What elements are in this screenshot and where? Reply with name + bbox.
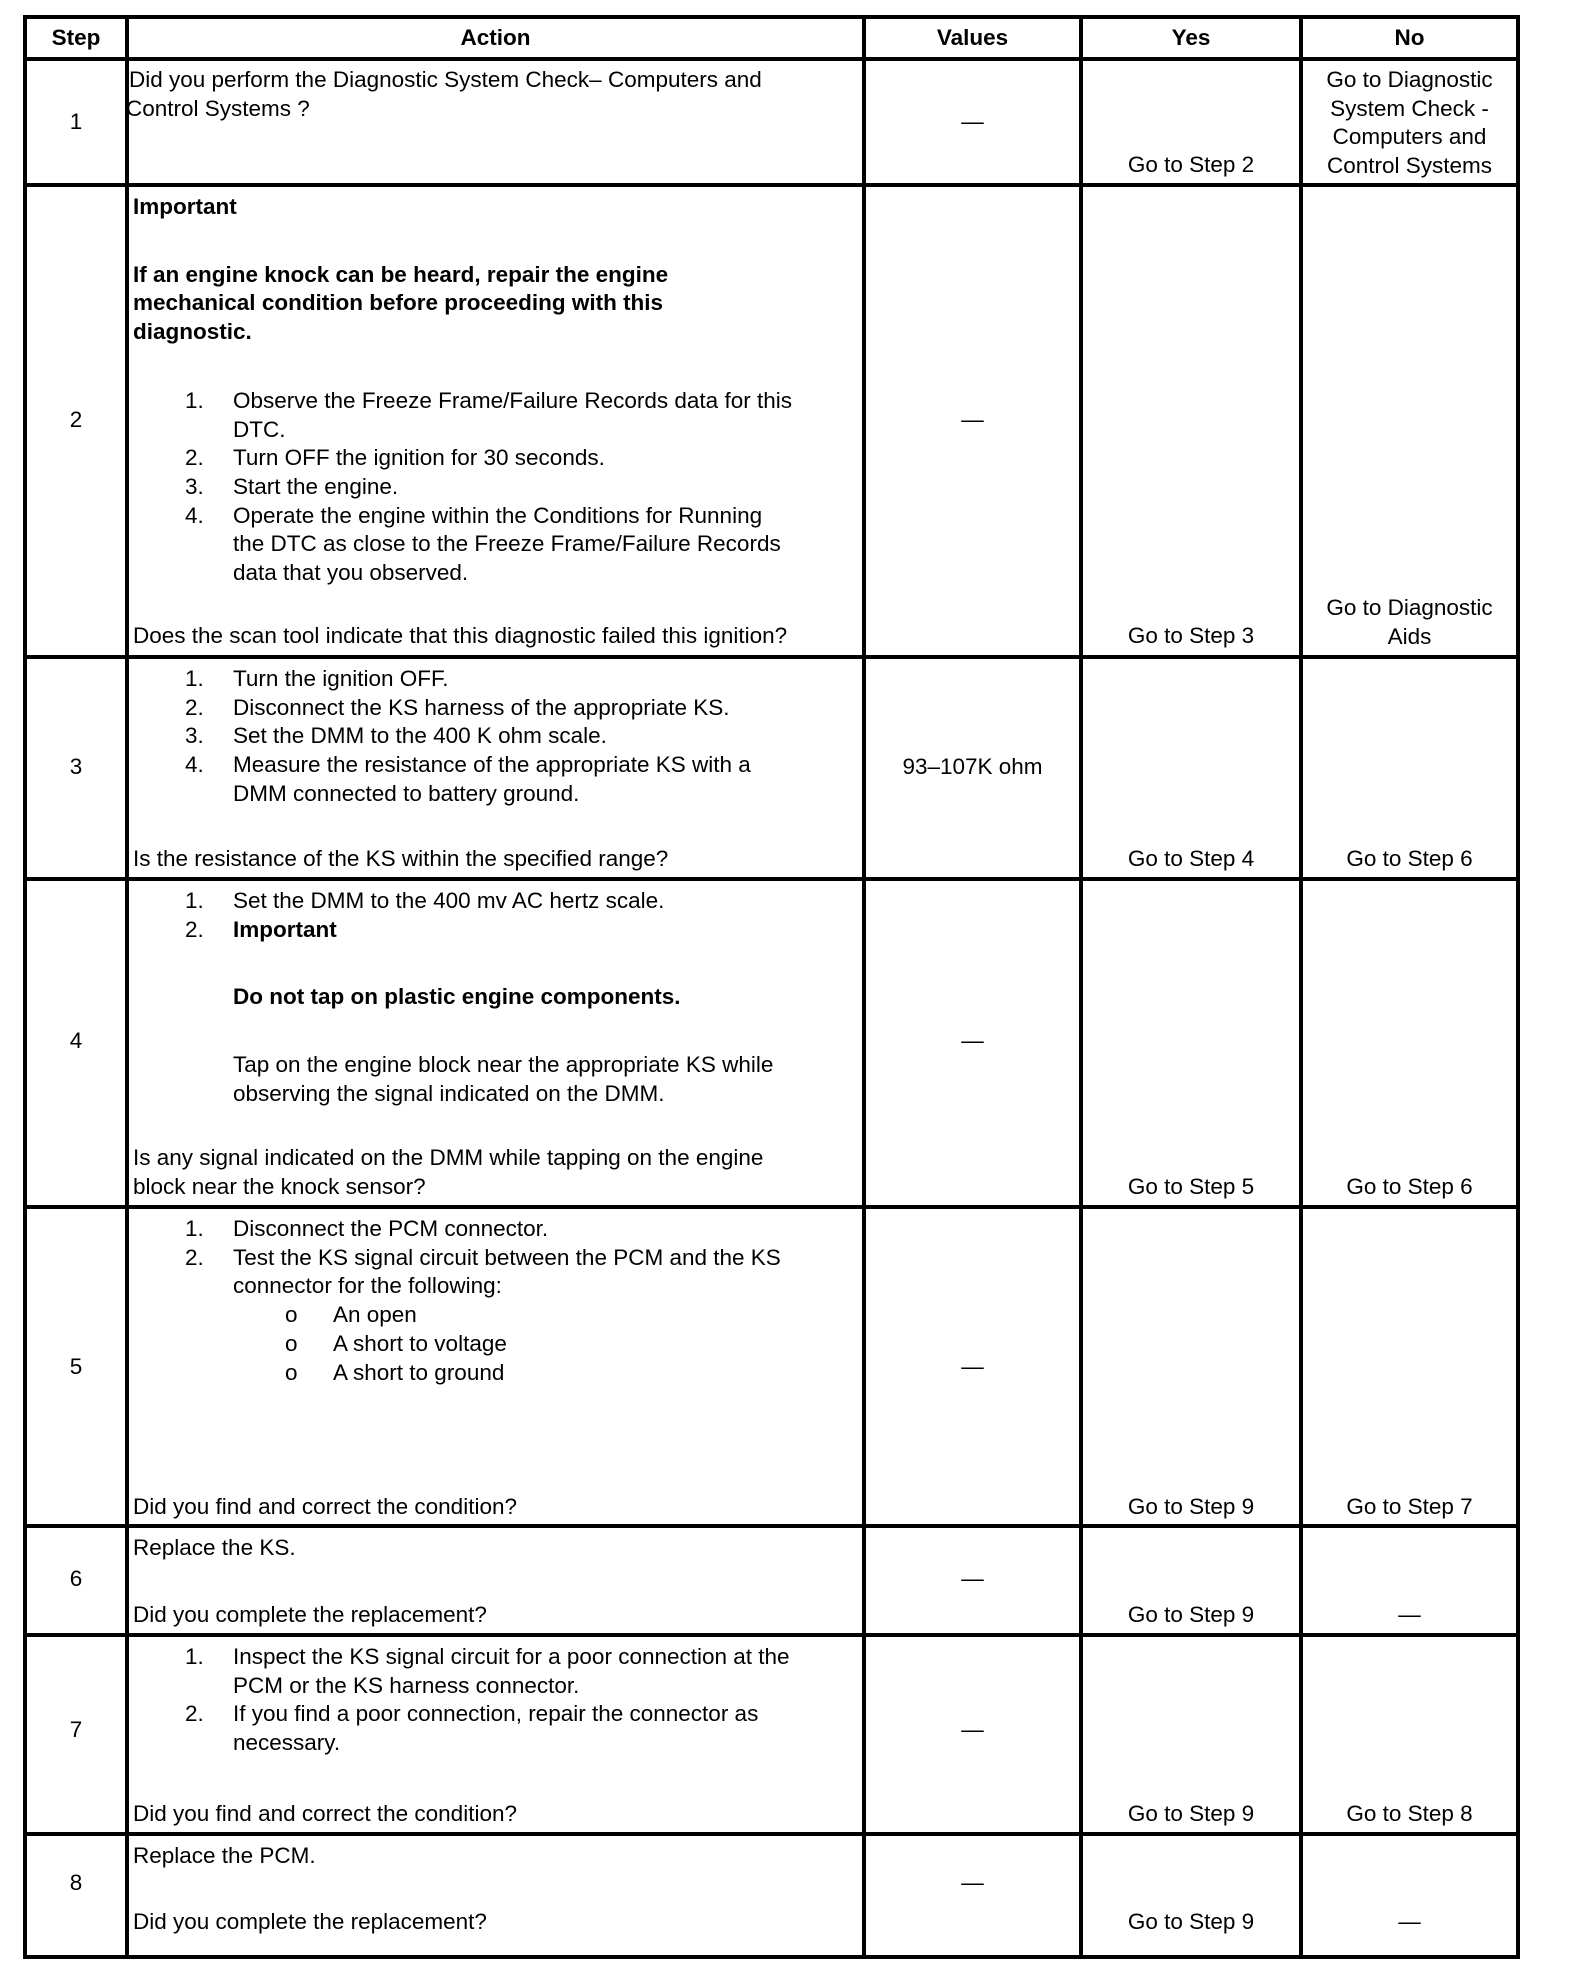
header-step: Step <box>51 25 101 50</box>
list-item <box>133 1215 862 1244</box>
item-line: Turn the ignition OFF. <box>233 666 449 691</box>
item-line: data that you observed. <box>233 560 469 586</box>
item-number: 4. <box>185 502 204 528</box>
no-cell <box>1303 66 1516 181</box>
row-divider <box>27 1205 1516 1209</box>
important-text: Do not tap on plastic engine components. <box>233 984 681 1010</box>
list-item <box>133 1301 862 1330</box>
values-cell: — <box>961 1028 984 1053</box>
action-cell <box>133 193 862 588</box>
list-item <box>133 1330 862 1359</box>
item-line: connector for the following: <box>233 1273 502 1299</box>
item-line: DTC. <box>233 416 286 442</box>
question-line: block near the knock sensor? <box>133 1173 426 1199</box>
yes-cell: Go to Step 9 <box>1127 1909 1255 1934</box>
column-divider <box>1079 19 1083 1955</box>
no-line: Go to Diagnostic <box>1326 595 1493 620</box>
no-cell: — <box>1398 1909 1421 1934</box>
header-no: No <box>1394 25 1425 50</box>
bullet: o <box>285 1330 298 1356</box>
list-item <box>133 387 862 444</box>
action-text: Control Systems ? <box>126 95 310 121</box>
list-item <box>133 887 862 916</box>
item-line: necessary. <box>233 1730 341 1756</box>
question-text: Did you complete the replacement? <box>133 1602 487 1627</box>
item-number: 3. <box>185 723 204 749</box>
no-cell: Go to Step 6 <box>1346 1174 1473 1199</box>
item-line: Disconnect the PCM connector. <box>233 1216 549 1241</box>
list-item <box>133 722 862 751</box>
values-cell: — <box>961 1870 984 1895</box>
action-text: Replace the KS. <box>133 1535 296 1560</box>
item-line: Set the DMM to the 400 K ohm scale. <box>233 723 607 749</box>
important-title: Important <box>233 916 337 942</box>
item-number: 1. <box>185 1216 204 1241</box>
procedure-list <box>133 1215 862 1301</box>
item-number: 2. <box>185 694 204 720</box>
step-number: 6 <box>69 1566 83 1591</box>
list-item <box>133 694 862 723</box>
item-line: A short to voltage <box>333 1330 507 1356</box>
no-line: Go to Diagnostic <box>1326 67 1493 92</box>
question-text: Did you complete the replacement? <box>133 1909 487 1934</box>
important-title: Important <box>133 194 237 219</box>
question-line: Is any signal indicated on the DMM while tapping on the engine <box>133 1145 764 1170</box>
column-divider <box>125 19 129 1955</box>
item-line: Set the DMM to the 400 mv AC hertz scale. <box>233 888 665 913</box>
item-number: 1. <box>185 1644 204 1669</box>
procedure-list <box>133 887 862 1109</box>
bullet: o <box>285 1302 298 1328</box>
important-line: If an engine knock can be heard, repair the engine <box>133 261 669 287</box>
list-item <box>133 1643 862 1700</box>
item-number: 1. <box>185 666 204 691</box>
item-line: Test the KS signal circuit between the PCM and the KS <box>233 1244 781 1270</box>
action-cell <box>133 1215 862 1387</box>
column-divider <box>1299 19 1303 1955</box>
action-cell <box>133 887 862 1109</box>
important-line: diagnostic. <box>133 319 252 345</box>
item-number: 2. <box>185 1701 204 1727</box>
item-number: 2. <box>185 916 204 942</box>
no-line: Aids <box>1387 623 1432 649</box>
yes-cell: Go to Step 4 <box>1127 846 1255 871</box>
item-line: DMM connected to battery ground. <box>233 780 580 806</box>
values-cell: — <box>961 109 984 134</box>
row-divider <box>27 1832 1516 1836</box>
list-item <box>133 665 862 694</box>
procedure-list <box>133 387 862 588</box>
header-values: Values <box>936 25 1009 50</box>
item-number: 2. <box>185 1244 204 1270</box>
no-cell: — <box>1398 1602 1421 1627</box>
item-line: An open <box>333 1302 417 1328</box>
procedure-list <box>133 1643 862 1758</box>
list-item <box>133 1244 862 1301</box>
item-line: Observe the Freeze Frame/Failure Records data for this <box>233 387 792 413</box>
item-line: Disconnect the KS harness of the appropriate KS. <box>233 694 730 720</box>
step-number: 1 <box>69 109 83 134</box>
list-item <box>133 444 862 473</box>
no-line: System Check - <box>1330 95 1489 121</box>
no-cell <box>1303 594 1516 651</box>
bullet: o <box>285 1359 298 1385</box>
row-divider <box>27 1524 1516 1528</box>
action-text: Replace the PCM. <box>133 1843 316 1868</box>
list-item <box>133 751 862 808</box>
step-number: 2 <box>69 407 83 432</box>
column-divider <box>862 19 866 1955</box>
item-number: 1. <box>185 387 204 413</box>
list-item <box>133 473 862 502</box>
list-item <box>133 502 862 588</box>
list-item <box>133 1359 862 1388</box>
no-cell: Go to Step 8 <box>1346 1801 1473 1826</box>
action-cell <box>126 66 862 123</box>
no-line: Control Systems <box>1326 153 1493 179</box>
item-line: Turn OFF the ignition for 30 seconds. <box>233 445 605 471</box>
sub-list <box>133 1301 862 1387</box>
procedure-list <box>133 665 862 809</box>
yes-cell: Go to Step 9 <box>1127 1801 1255 1826</box>
item-line: Inspect the KS signal circuit for a poor connection at the <box>233 1644 790 1669</box>
item-line: Start the engine. <box>233 473 399 499</box>
list-item <box>133 916 862 1109</box>
step-number: 8 <box>69 1870 83 1895</box>
item-line: Measure the resistance of the appropriate KS with a <box>233 752 751 778</box>
step-number: 4 <box>69 1028 83 1053</box>
step-number: 3 <box>69 754 83 779</box>
item-line: Operate the engine within the Conditions for Running <box>233 502 763 528</box>
row-divider <box>27 877 1516 881</box>
action-cell <box>133 1643 862 1758</box>
no-cell: Go to Step 6 <box>1346 846 1473 871</box>
yes-cell: Go to Step 3 <box>1127 623 1255 648</box>
item-line: A short to ground <box>333 1359 505 1385</box>
action-cell <box>133 665 862 809</box>
yes-cell: Go to Step 5 <box>1127 1174 1255 1199</box>
item-line: Tap on the engine block near the appropriate KS while <box>233 1052 774 1078</box>
item-line: the DTC as close to the Freeze Frame/Failure Records <box>233 531 781 557</box>
row-divider <box>27 655 1516 659</box>
no-cell: Go to Step 7 <box>1346 1494 1473 1519</box>
values-cell: — <box>961 1354 984 1379</box>
action-text: Did you perform the Diagnostic System Check– Computers and <box>129 67 762 92</box>
important-line: mechanical condition before proceeding with this <box>133 290 664 316</box>
yes-cell: Go to Step 2 <box>1127 152 1255 177</box>
header-yes: Yes <box>1171 25 1211 50</box>
no-line: Computers and <box>1332 124 1487 150</box>
values-cell: — <box>961 1717 984 1742</box>
item-number: 4. <box>185 752 204 778</box>
important-text <box>133 261 862 347</box>
question-text: Did you find and correct the condition? <box>133 1494 517 1519</box>
step-number: 7 <box>69 1717 83 1742</box>
values-cell: — <box>961 1566 984 1591</box>
row-divider <box>27 57 1516 61</box>
item-line: PCM or the KS harness connector. <box>233 1672 580 1698</box>
item-line: If you find a poor connection, repair the connector as <box>233 1701 759 1727</box>
item-number: 3. <box>185 473 204 499</box>
item-number: 1. <box>185 888 204 913</box>
row-divider <box>27 1633 1516 1637</box>
row-divider <box>27 183 1516 187</box>
item-line: observing the signal indicated on the DMM. <box>233 1080 665 1106</box>
question-text: Did you find and correct the condition? <box>133 1801 517 1826</box>
diagnostic-table <box>23 15 1520 1959</box>
question-text <box>133 1144 862 1201</box>
item-number: 2. <box>185 445 204 471</box>
yes-cell: Go to Step 9 <box>1127 1602 1255 1627</box>
values-cell: — <box>961 407 984 432</box>
list-item <box>133 1700 862 1757</box>
question-text: Is the resistance of the KS within the specified range? <box>133 846 669 871</box>
values-cell: 93–107K ohm <box>902 754 1043 779</box>
step-number: 5 <box>69 1354 83 1379</box>
yes-cell: Go to Step 9 <box>1127 1494 1255 1519</box>
question-text: Does the scan tool indicate that this diagnostic failed this ignition? <box>133 623 788 648</box>
header-action: Action <box>460 25 531 50</box>
